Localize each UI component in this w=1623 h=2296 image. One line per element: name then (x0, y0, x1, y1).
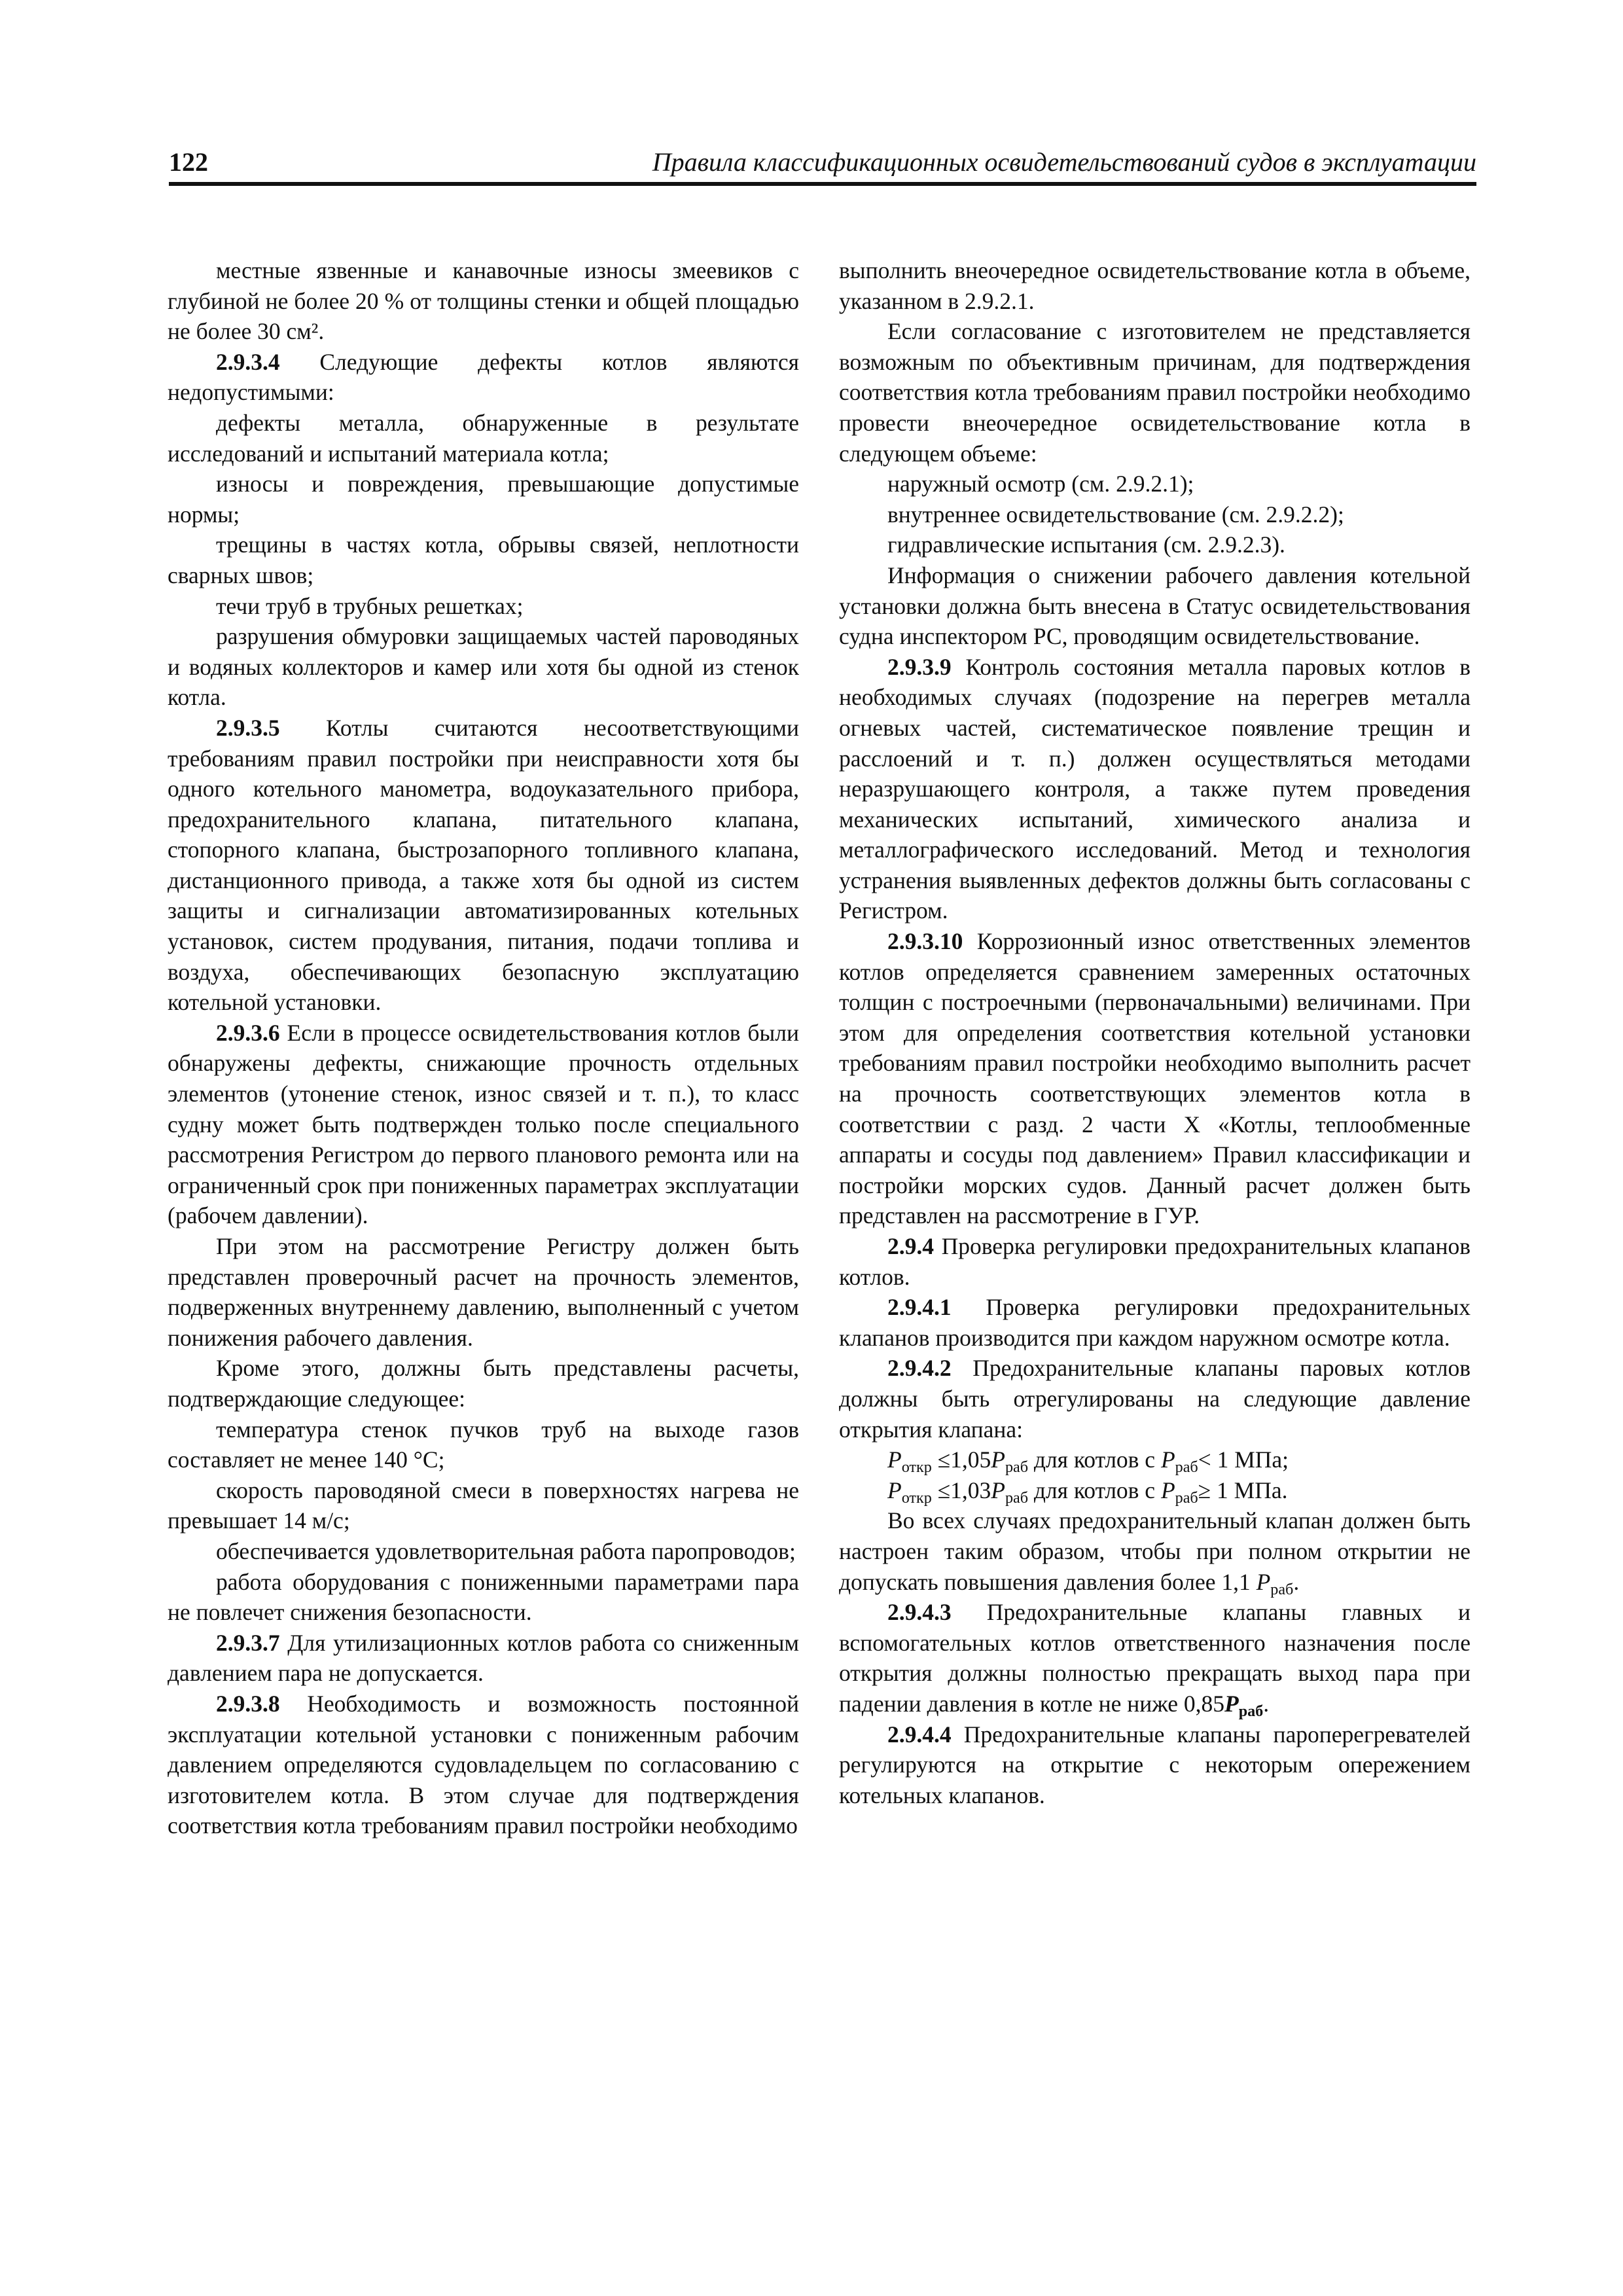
paragraph: 2.9.3.4 Следующие дефекты котлов являются недопустимыми: (168, 348, 799, 406)
running-title: Правила классификационных освидетельствований судов в эксплуатации (652, 147, 1476, 177)
paragraph: дефекты металла, обнаруженные в результате исследований и испытаний материала котла; (168, 409, 799, 467)
right-column (839, 255, 1471, 1810)
section-number: 2.9.3.4 (216, 348, 280, 375)
paragraph: 2.9.3.5 Котлы считаются несоответствующими требованиям правил постройки при неисправности хотя бы одного котельного манометра, водоуказательного прибора, предохранительного клапана, питательного клапана, стопорного клапана, быстрозапорного топливного клапана, дистанционного привода, а также хотя бы одной из систем защиты и сигнализации автоматизированных котельных установок, систем продувания, питания, подачи топлива и воздуха, обеспечивающих безопасную эксплуатацию котельной установки. (168, 714, 799, 1016)
paragraph: 2.9.3.9 Контроль состояния металла паровых котлов в необходимых случаях (подозрение на перегрев металла огневых частей, систематическое появление трещин и расслоений и т. п.) должен осуществляться методами неразрушающего контроля, а также путем проведения механических испытаний, химического анализа и металлографического исследований. Метод и технология устранения выявленных дефектов должны быть согласованы с Регистром. (839, 653, 1471, 924)
paragraph: Информация о снижении рабочего давления котельной установки должна быть внесена в Статус освидетельствования судна инспектором РС, проводящим освидетельствование. (839, 562, 1471, 650)
paragraph: Кроме этого, должны быть представлены расчеты, подтверждающие следующее: (168, 1355, 799, 1412)
section-number: 2.9.3.5 (216, 714, 280, 741)
paragraph: 2.9.3.7 Для утилизационных котлов работа со сниженным давлением пара не допускается. (168, 1629, 799, 1687)
paragraph: 2.9.4 Проверка регулировки предохранительных клапанов котлов. (839, 1233, 1471, 1290)
paragraph: Во всех случаях предохранительный клапан должен быть настроен таким образом, чтобы при полном открытии не допускать повышения давления более 1,1 $P_{раб}$. (839, 1507, 1471, 1598)
paragraph: обеспечивается удовлетворительная работа паропроводов; (216, 1537, 796, 1564)
section-number: 2.9.3.7 (216, 1629, 280, 1656)
paragraph: гидравлические испытания (см. 2.9.2.3). (887, 531, 1285, 558)
formula-line: $P_{откр} \le 1,05P_{раб}$ для котлов с $P_{раб}< 1$ МПа; (887, 1446, 1289, 1477)
paragraph: 2.9.3.8 Необходимость и возможность постоянной эксплуатации котельной установки с пониженным рабочим давлением определяются судовладельцем по согласованию с изготовителем котла. В этом случае для подтверждения соответствия котла требованиям правил постройки необходимо (168, 1690, 799, 1839)
section-number: 2.9.3.6 (216, 1019, 280, 1046)
paragraph: температура стенок пучков труб на выходе газов составляет не менее 140 °С; (168, 1416, 799, 1473)
formula-line: $P_{откр} \le 1,03P_{раб}$ для котлов с $P_{раб}\ge 1$ МПа. (887, 1477, 1288, 1507)
paragraph: внутреннее освидетельствование (см. 2.9.2.2); (887, 501, 1344, 528)
paragraph: работа оборудования с пониженными параметрами пара не повлечет снижения безопасности. (168, 1568, 799, 1626)
paragraph: 2.9.4.3 Предохранительные клапаны главных и вспомогательных котлов ответственного назначения после открытия должны полностью прекращать выход пара при падении давления в котле не ниже $0,85P_{раб}$. (839, 1599, 1471, 1721)
left-column (168, 255, 799, 1841)
paragraph: выполнить внеочередное освидетельствование котла в объеме, указанном в 2.9.2.1. (839, 257, 1471, 314)
section-number: 2.9.4.3 (887, 1599, 952, 1626)
section-number: 2.9.4.1 (887, 1294, 952, 1321)
paragraph: 2.9.4.2 Предохранительные клапаны паровых котлов должны быть отрегулированы на следующие давление открытия клапана: (839, 1355, 1471, 1443)
paragraph: При этом на рассмотрение Регистру должен быть представлен проверочный расчет на прочность элементов, подверженных внутреннему давлению, выполненный с учетом понижения рабочего давления. (168, 1233, 799, 1351)
section-number: 2.9.4.4 (887, 1721, 952, 1748)
paragraph: износы и повреждения, превышающие допустимые нормы; (168, 471, 799, 528)
section-number: 2.9.4 (887, 1233, 934, 1259)
section-number: 2.9.3.9 (887, 653, 952, 680)
paragraph: 2.9.4.1 Проверка регулировки предохранительных клапанов производится при каждом наружном осмотре котла. (839, 1294, 1471, 1351)
paragraph: течи труб в трубных решетках; (216, 592, 524, 619)
paragraph: разрушения обмуровки защищаемых частей пароводяных и водяных коллекторов и камер или хотя бы одной из стенок котла. (168, 623, 799, 711)
paragraph: 2.9.3.10 Коррозионный износ ответственных элементов котлов определяется сравнением замеренных остаточных толщин с построечными (первоначальными) величинами. При этом для определения соответствия котельной установки требованиям правил постройки необходимо выполнить расчет на прочность соответствующих элементов котла в соответствии с разд. 2 части X «Котлы, теплообменные аппараты и сосуды под давлением» Правил классификации и постройки морских судов. Данный расчет должен быть представлен на рассмотрение в ГУР. (839, 928, 1471, 1229)
paragraph: трещины в частях котла, обрывы связей, неплотности сварных швов; (168, 531, 799, 588)
section-number: 2.9.4.2 (887, 1355, 952, 1382)
page-header (169, 143, 1476, 186)
paragraph: Если согласование с изготовителем не представляется возможным по объективным причинам, для подтверждения соответствия котла требованиям правил постройки необходимо провести внеочередное освидетельствование котла в следующем объеме: (839, 318, 1471, 467)
page-number: 122 (169, 147, 208, 177)
paragraph: 2.9.3.6 Если в процессе освидетельствования котлов были обнаружены дефекты, снижающие прочность отдельных элементов (утонение стенок, износ связей и т. п.), то класс судну может быть подтвержден только после специального рассмотрения Регистром до первого планового ремонта или на ограниченный срок при пониженных параметрах эксплуатации (рабочем давлении). (168, 1019, 799, 1229)
paragraph: местные язвенные и канавочные износы змеевиков с глубиной не более 20 % от толщины стенки и общей площадью не более 30 см². (168, 257, 799, 345)
section-number: 2.9.3.10 (887, 928, 963, 955)
paragraph: скорость пароводяной смеси в поверхностях нагрева не превышает 14 м/с; (168, 1477, 799, 1534)
paragraph: 2.9.4.4 Предохранительные клапаны пароперегревателей регулируются на открытие с некоторым опережением котельных клапанов. (839, 1721, 1471, 1808)
paragraph: наружный осмотр (см. 2.9.2.1); (887, 471, 1194, 497)
section-number: 2.9.3.8 (216, 1690, 280, 1717)
